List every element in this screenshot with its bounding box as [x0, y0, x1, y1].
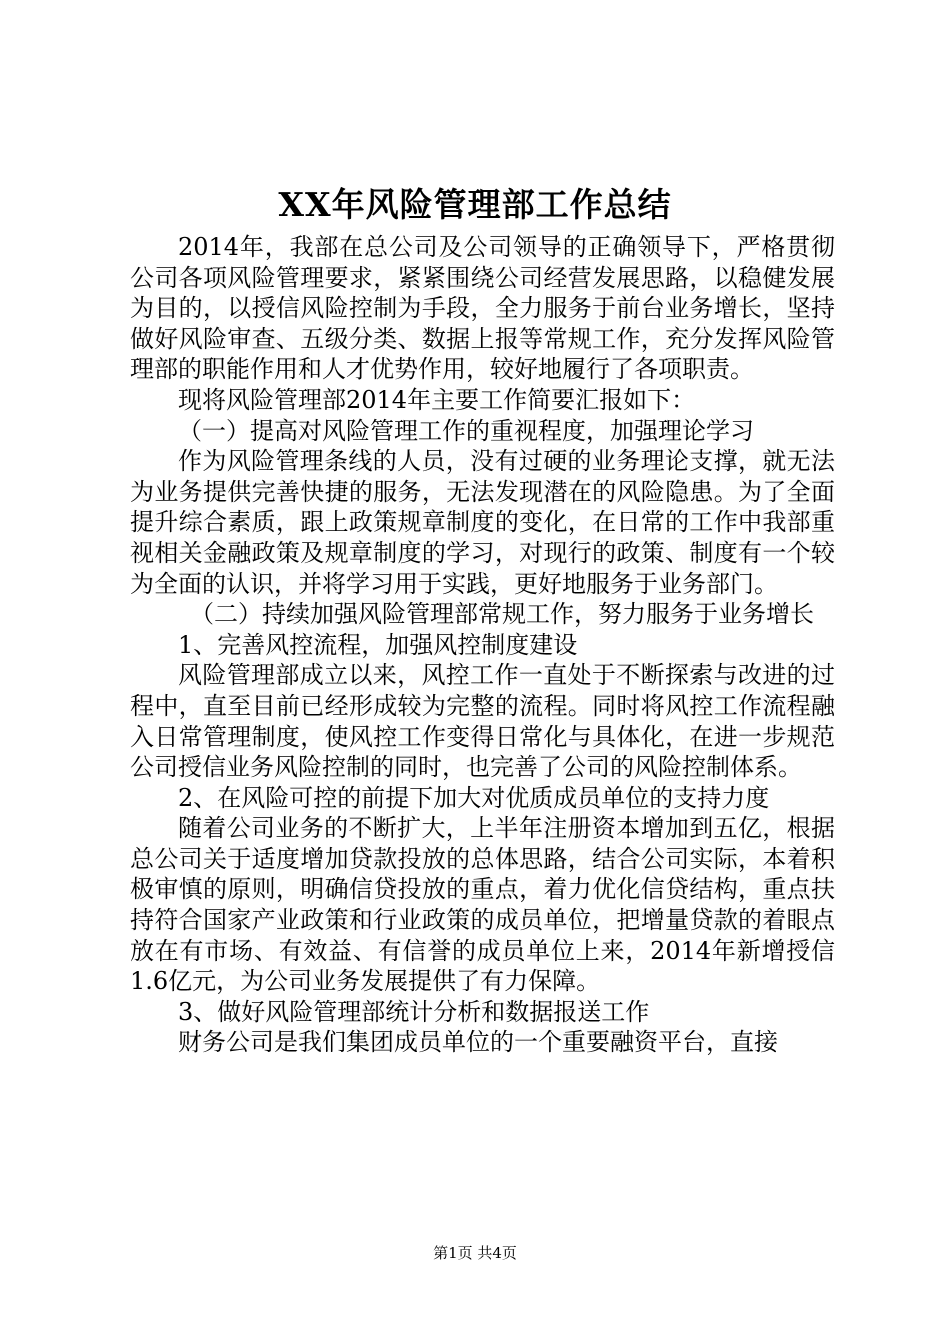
- paragraph-intro: 2014年，我部在总公司及公司领导的正确领导下，严格贯彻公司各项风险管理要求，紧紧围绕公司经营发展思路，以稳健发展为目的，以授信风险控制为手段，全力服务于前台业务增长，坚持做好风险审查、五级分类、数据上报等常规工作，充分发挥风险管理部的职能作用和人才优势作用，较好地履行了各项职责。: [130, 233, 835, 384]
- subheading-2: 2、在风险可控的前提下加大对优质成员单位的支持力度: [178, 783, 770, 812]
- paragraph-sub-2: 随着公司业务的不断扩大，上半年注册资本增加到五亿，根据总公司关于适度增加贷款投放的总体思路，结合公司实际，本着积极审慎的原则，明确信贷投放的重点，着力优化信贷结构，重点扶持符合国家产业政策和行业政策的成员单位，把增量贷款的着眼点放在有市场、有效益、有信誉的成员单位上来，2014年新增授信1.6亿元，为公司业务发展提供了有力保障。: [130, 814, 835, 996]
- section-heading-1: （一）提高对风险管理工作的重视程度，加强理论学习: [178, 416, 754, 445]
- section-heading-2: （二）持续加强风险管理部常规工作，努力服务于业务增长: [190, 600, 814, 629]
- page-footer: 第1页 共4页: [433, 1244, 517, 1262]
- subheading-1: 1、完善风控流程，加强风控制度建设: [178, 630, 578, 659]
- subheading-3: 3、做好风险管理部统计分析和数据报送工作: [178, 997, 650, 1026]
- paragraph-section-1: 作为风险管理条线的人员，没有过硬的业务理论支撑，就无法为业务提供完善快捷的服务，无法发现潜在的风险隐患。为了全面提升综合素质，跟上政策规章制度的变化，在日常的工作中我部重视相关金融政策及规章制度的学习，对现行的政策、制度有一个较为全面的认识，并将学习用于实践，更好地服务于业务部门。: [130, 447, 835, 598]
- paragraph-sub-3: 财务公司是我们集团成员单位的一个重要融资平台，直接: [178, 1028, 778, 1057]
- paragraph-summary-lead: 现将风险管理部2014年主要工作简要汇报如下：: [178, 385, 696, 414]
- paragraph-sub-1: 风险管理部成立以来，风控工作一直处于不断探索与改进的过程中，直至目前已经形成较为完整的流程。同时将风控工作流程融入日常管理制度，使风控工作变得日常化与具体化，在进一步规范公司授信业务风险控制的同时，也完善了公司的风险控制体系。: [130, 661, 835, 782]
- document-body: [130, 232, 835, 1058]
- document-title: XX年风险管理部工作总结: [278, 185, 672, 224]
